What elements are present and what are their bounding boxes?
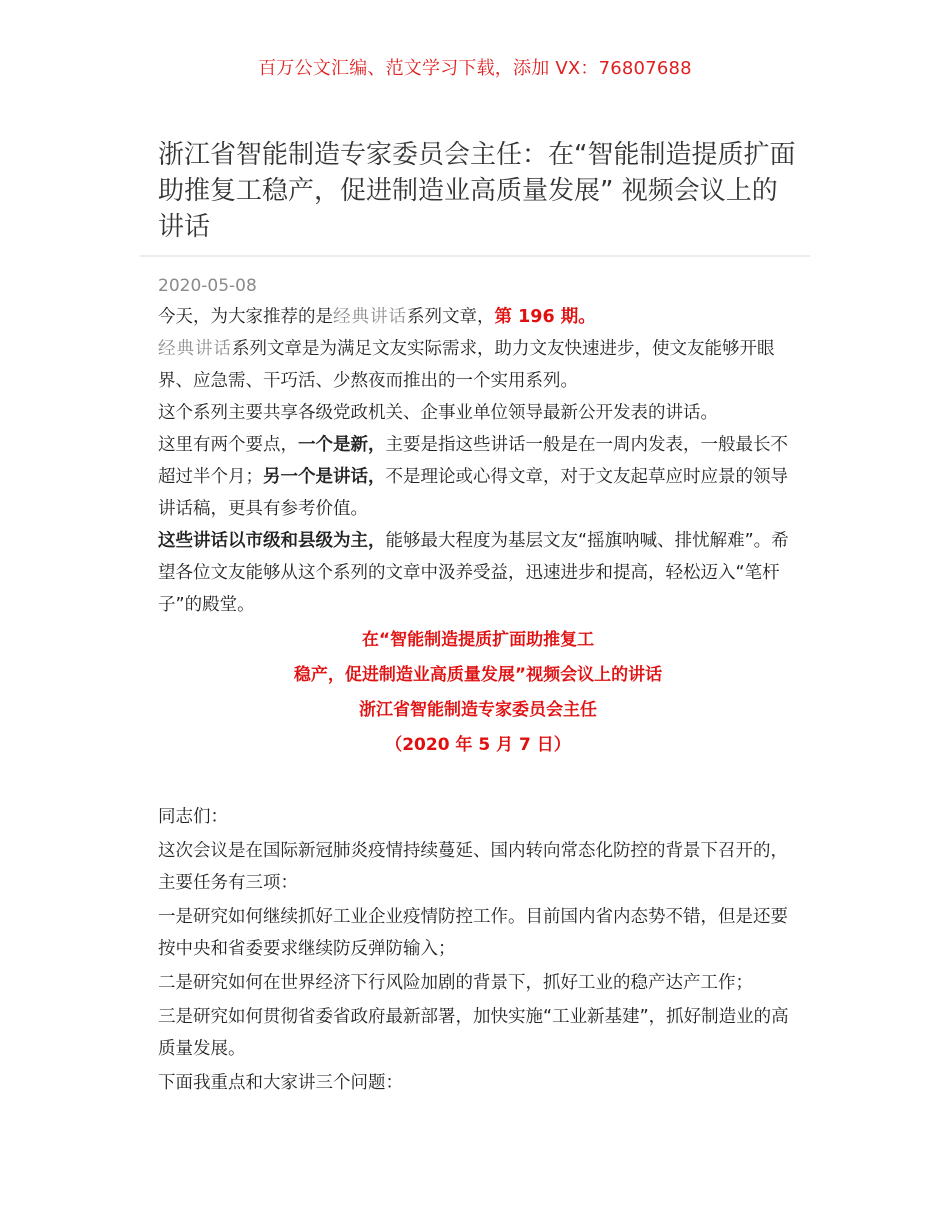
- body-paragraph: 下面我重点和大家讲三个问题：: [158, 1073, 403, 1093]
- body-paragraph: 这次会议是在国际新冠肺炎疫情持续蔓延、国内转向常态化防控的背景下召开的，主要任务有三项：: [158, 841, 788, 893]
- emphasis-text: 这些讲话以市级和县级为主，: [158, 531, 386, 551]
- emphasis-text: 一个是新，: [298, 435, 386, 455]
- speech-heading: [158, 623, 798, 763]
- intro-paragraph-3: 这个系列主要共享各级党政机关、企事业单位领导最新公开发表的讲话。: [158, 403, 718, 423]
- intro-text: 系列文章是为满足文友实际需求，助力文友快速进步，使文友能够开眼界、应急需、干巧活、少熬夜而推出的一个实用系列。: [158, 339, 775, 391]
- title-divider: [140, 255, 810, 257]
- intro-text: 系列文章，: [407, 307, 495, 327]
- publish-date: 2020-05-08: [158, 276, 257, 296]
- intro-paragraph-4: [158, 429, 798, 525]
- speaker-title: 浙江省智能制造专家委员会主任: [359, 700, 597, 720]
- series-name: 经典讲话: [158, 339, 232, 359]
- speech-title-line-2: 稳产，促进制造业高质量发展”视频会议上的讲话: [293, 665, 663, 685]
- intro-text: 不是理论或心得文章，对于文友起草应时应景的领导讲话稿，更具有参考价值。: [158, 467, 788, 519]
- series-name: 经典讲话: [333, 307, 407, 327]
- intro-text: 这里有两个要点，: [158, 435, 298, 455]
- intro-text: 能够最大程度为基层文友“摇旗呐喊、排忧解难”。希望各位文友能够从这个系列的文章中汲养受益，迅速进步和提高，轻松迈入“笔杆子”的殿堂。: [158, 531, 789, 615]
- article-body: [158, 301, 798, 1099]
- promo-banner: 百万公文汇编、范文学习下载，添加 VX：76807688: [258, 58, 692, 79]
- intro-paragraph-2: [158, 333, 798, 397]
- issue-number: 第 196 期。: [494, 307, 596, 327]
- speech-title-line-1: 在“智能制造提质扩面助推复工: [361, 630, 595, 650]
- body-paragraph: 三是研究如何贯彻省委省政府最新部署，加快实施“工业新基建”，抓好制造业的高质量发展。: [158, 1007, 789, 1059]
- intro-text: 主要是指这些讲话一般是在一周内发表，一般最长不超过半个月；: [158, 435, 788, 487]
- body-paragraph: 二是研究如何在世界经济下行风险加剧的背景下，抓好工业的稳产达产工作；: [158, 973, 753, 993]
- intro-paragraph-5: [158, 525, 798, 621]
- spacer: [158, 763, 798, 795]
- article-title: 浙江省智能制造专家委员会主任：在“智能制造提质扩面助推复工稳产，促进制造业高质量发展” 视频会议上的讲话: [158, 140, 796, 242]
- emphasis-text: 另一个是讲话，: [263, 467, 386, 487]
- body-paragraph: 一是研究如何继续抓好工业企业疫情防控工作。目前国内省内态势不错，但是还要按中央和省委要求继续防反弹防输入；: [158, 907, 788, 959]
- intro-paragraph-1: [158, 301, 798, 333]
- speech-date: （2020 年 5 月 7 日）: [385, 735, 571, 755]
- intro-text: 今天，为大家推荐的是: [158, 307, 333, 327]
- salutation: 同志们：: [158, 807, 228, 827]
